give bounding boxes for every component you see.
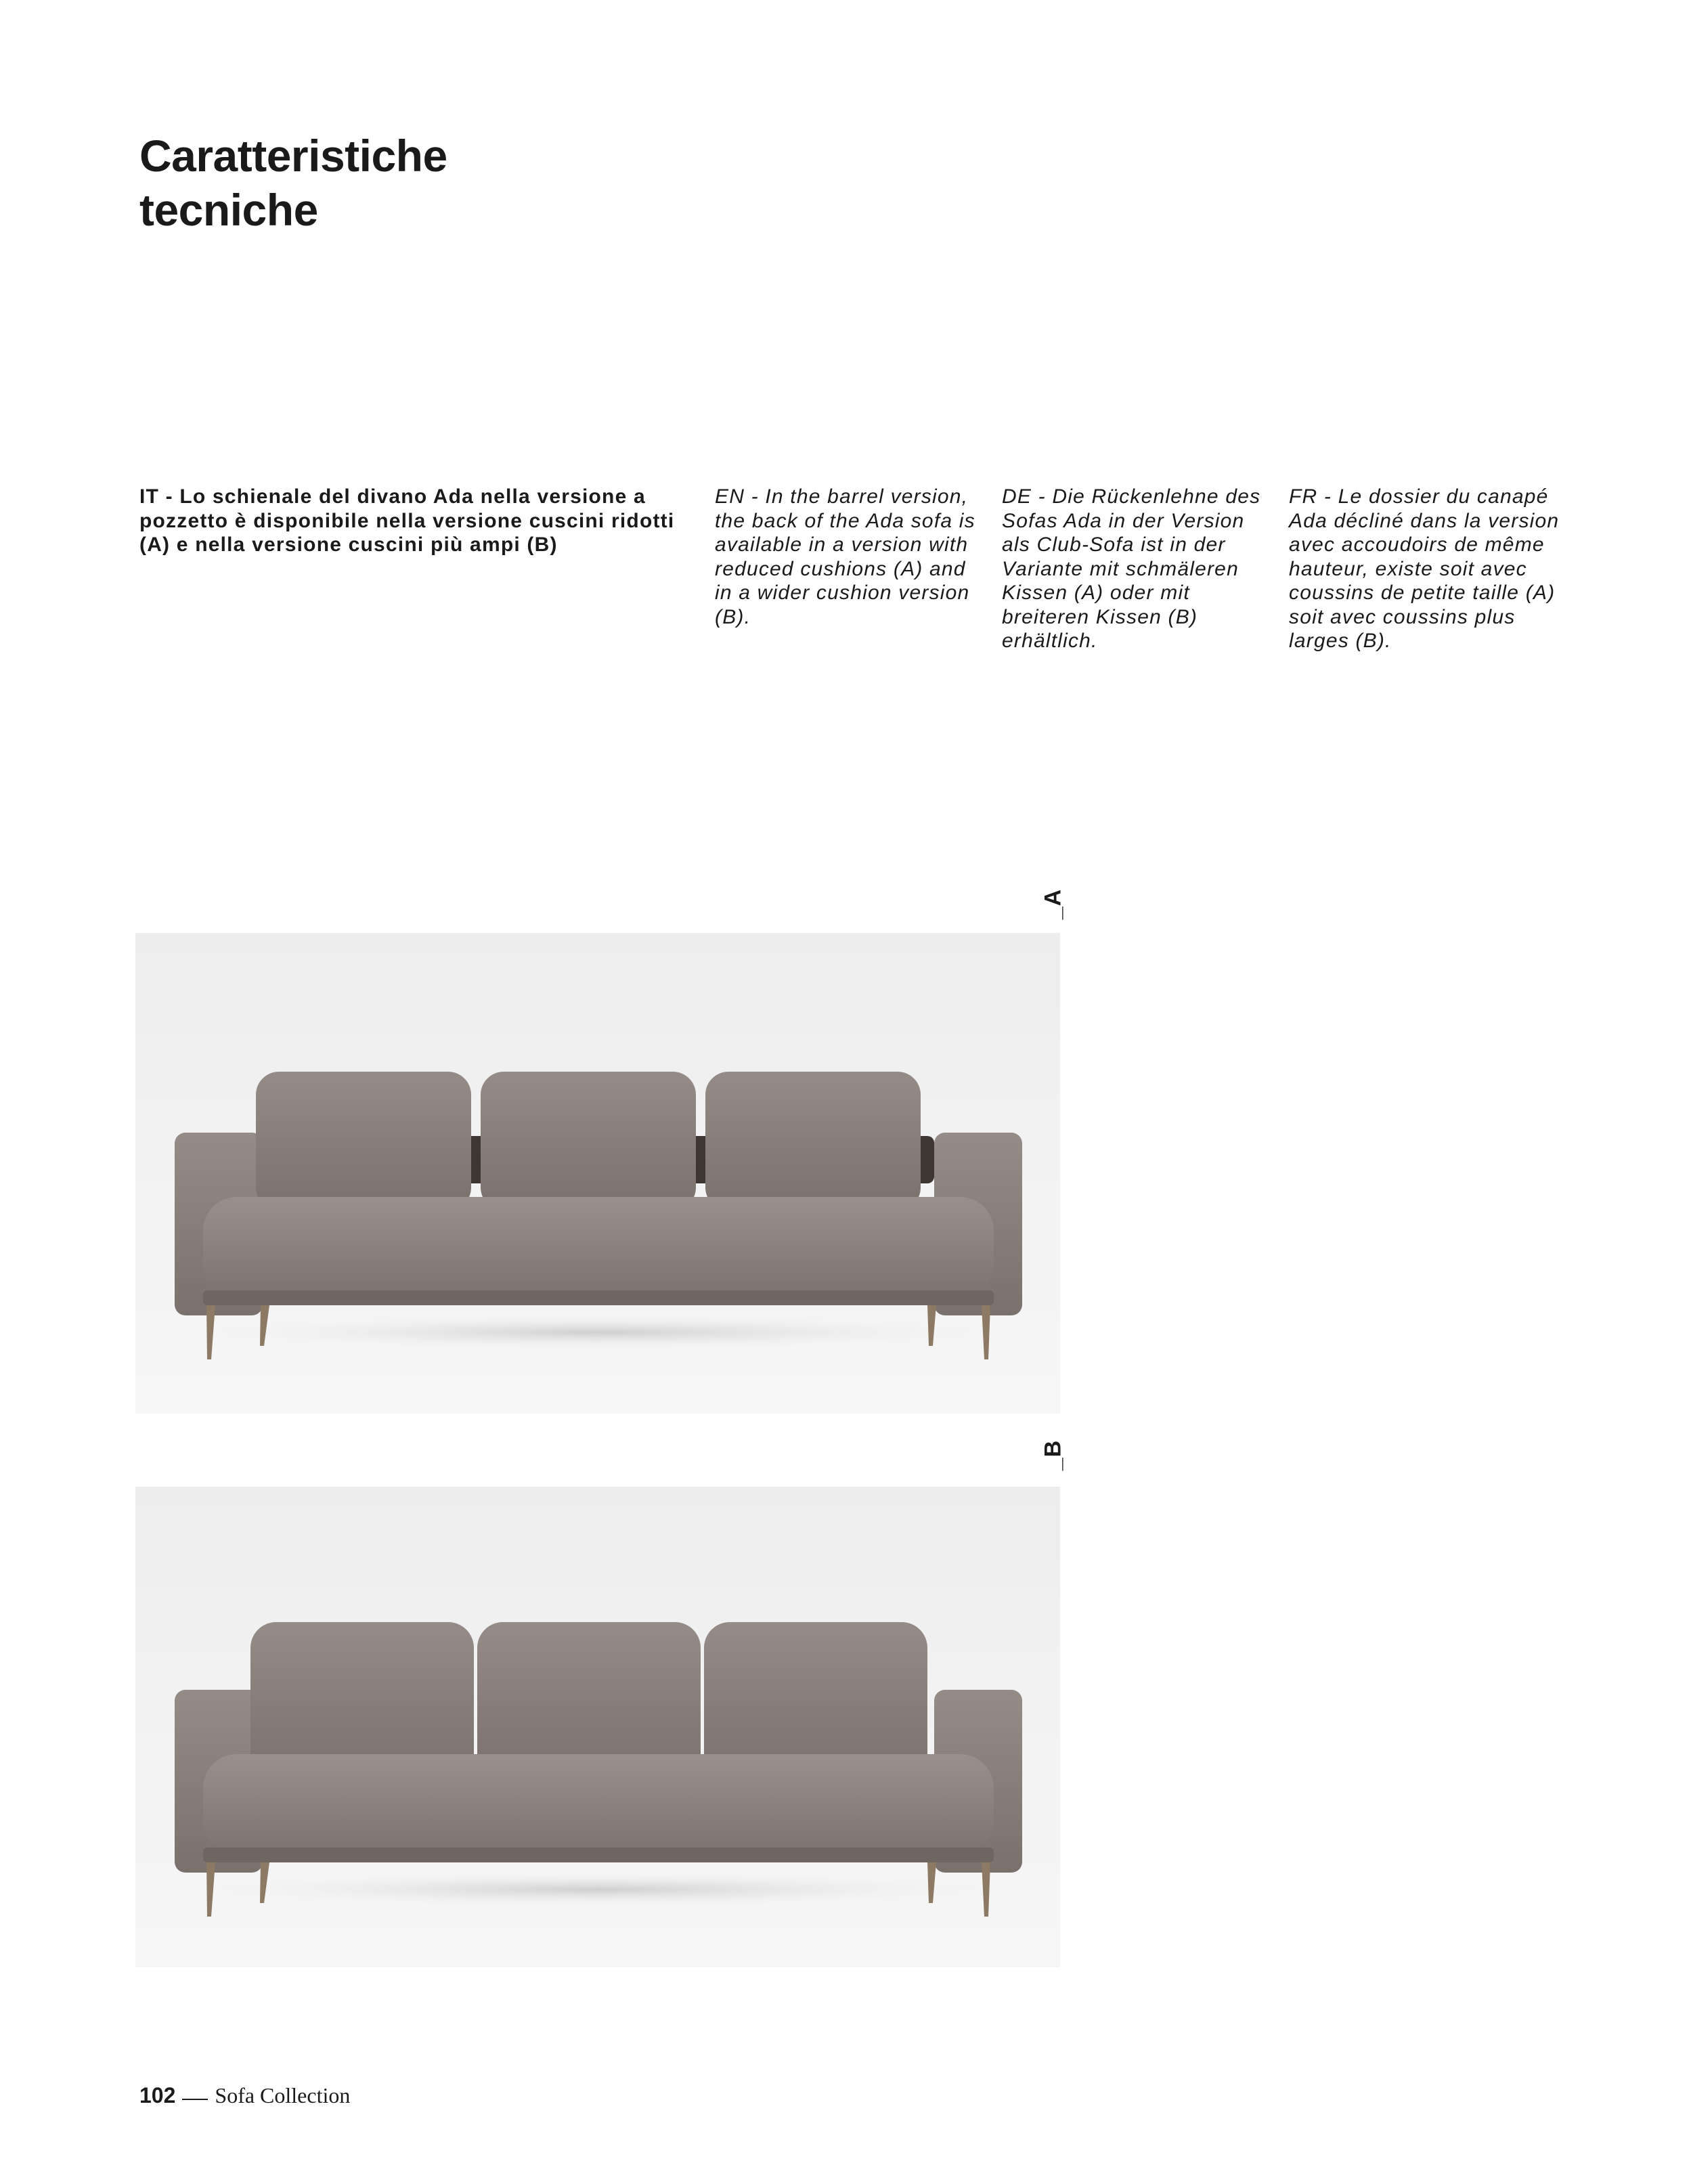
page-title-line-1: Caratteristiche: [139, 131, 447, 181]
page-title-line-2: tecniche: [139, 185, 318, 235]
collection-name: Sofa Collection: [215, 2083, 351, 2107]
description-english: EN - In the barrel version, the back of the Ada sofa is available in a version with reduced cushions (A) and in a wider cushion version (B).: [715, 485, 975, 628]
description-french: FR - Le dossier du canapé Ada décliné dans la version avec accoudoirs de même hauteur, existe soit avec coussins de petite taille (A) soit avec coussins plus larges (B).: [1289, 485, 1560, 652]
page-footer: [139, 2082, 350, 2109]
page-number: 102: [139, 2083, 176, 2107]
description-italian: IT - Lo schienale del divano Ada nella versione a pozzetto è disponibile nella versione cuscini ridotti (A) e nella versione cuscini più ampi (B): [139, 485, 675, 556]
sofa-photo-variant-a: [135, 933, 1060, 1414]
sofa-variant-a-illustration: [135, 933, 1060, 1414]
page-title: [139, 129, 447, 237]
footer-separator: [182, 2099, 208, 2100]
variant-a-label: _A: [1040, 888, 1066, 920]
description-german: DE - Die Rückenlehne des Sofas Ada in der Version als Club-Sofa ist in der Variante mit schmäleren Kissen (A) oder mit breiteren Kissen (B) erhältlich.: [1002, 485, 1261, 652]
sofa-variant-b-illustration: [135, 1487, 1060, 1967]
sofa-photo-variant-b: [135, 1487, 1060, 1967]
variant-b-label: _B: [1040, 1439, 1066, 1471]
